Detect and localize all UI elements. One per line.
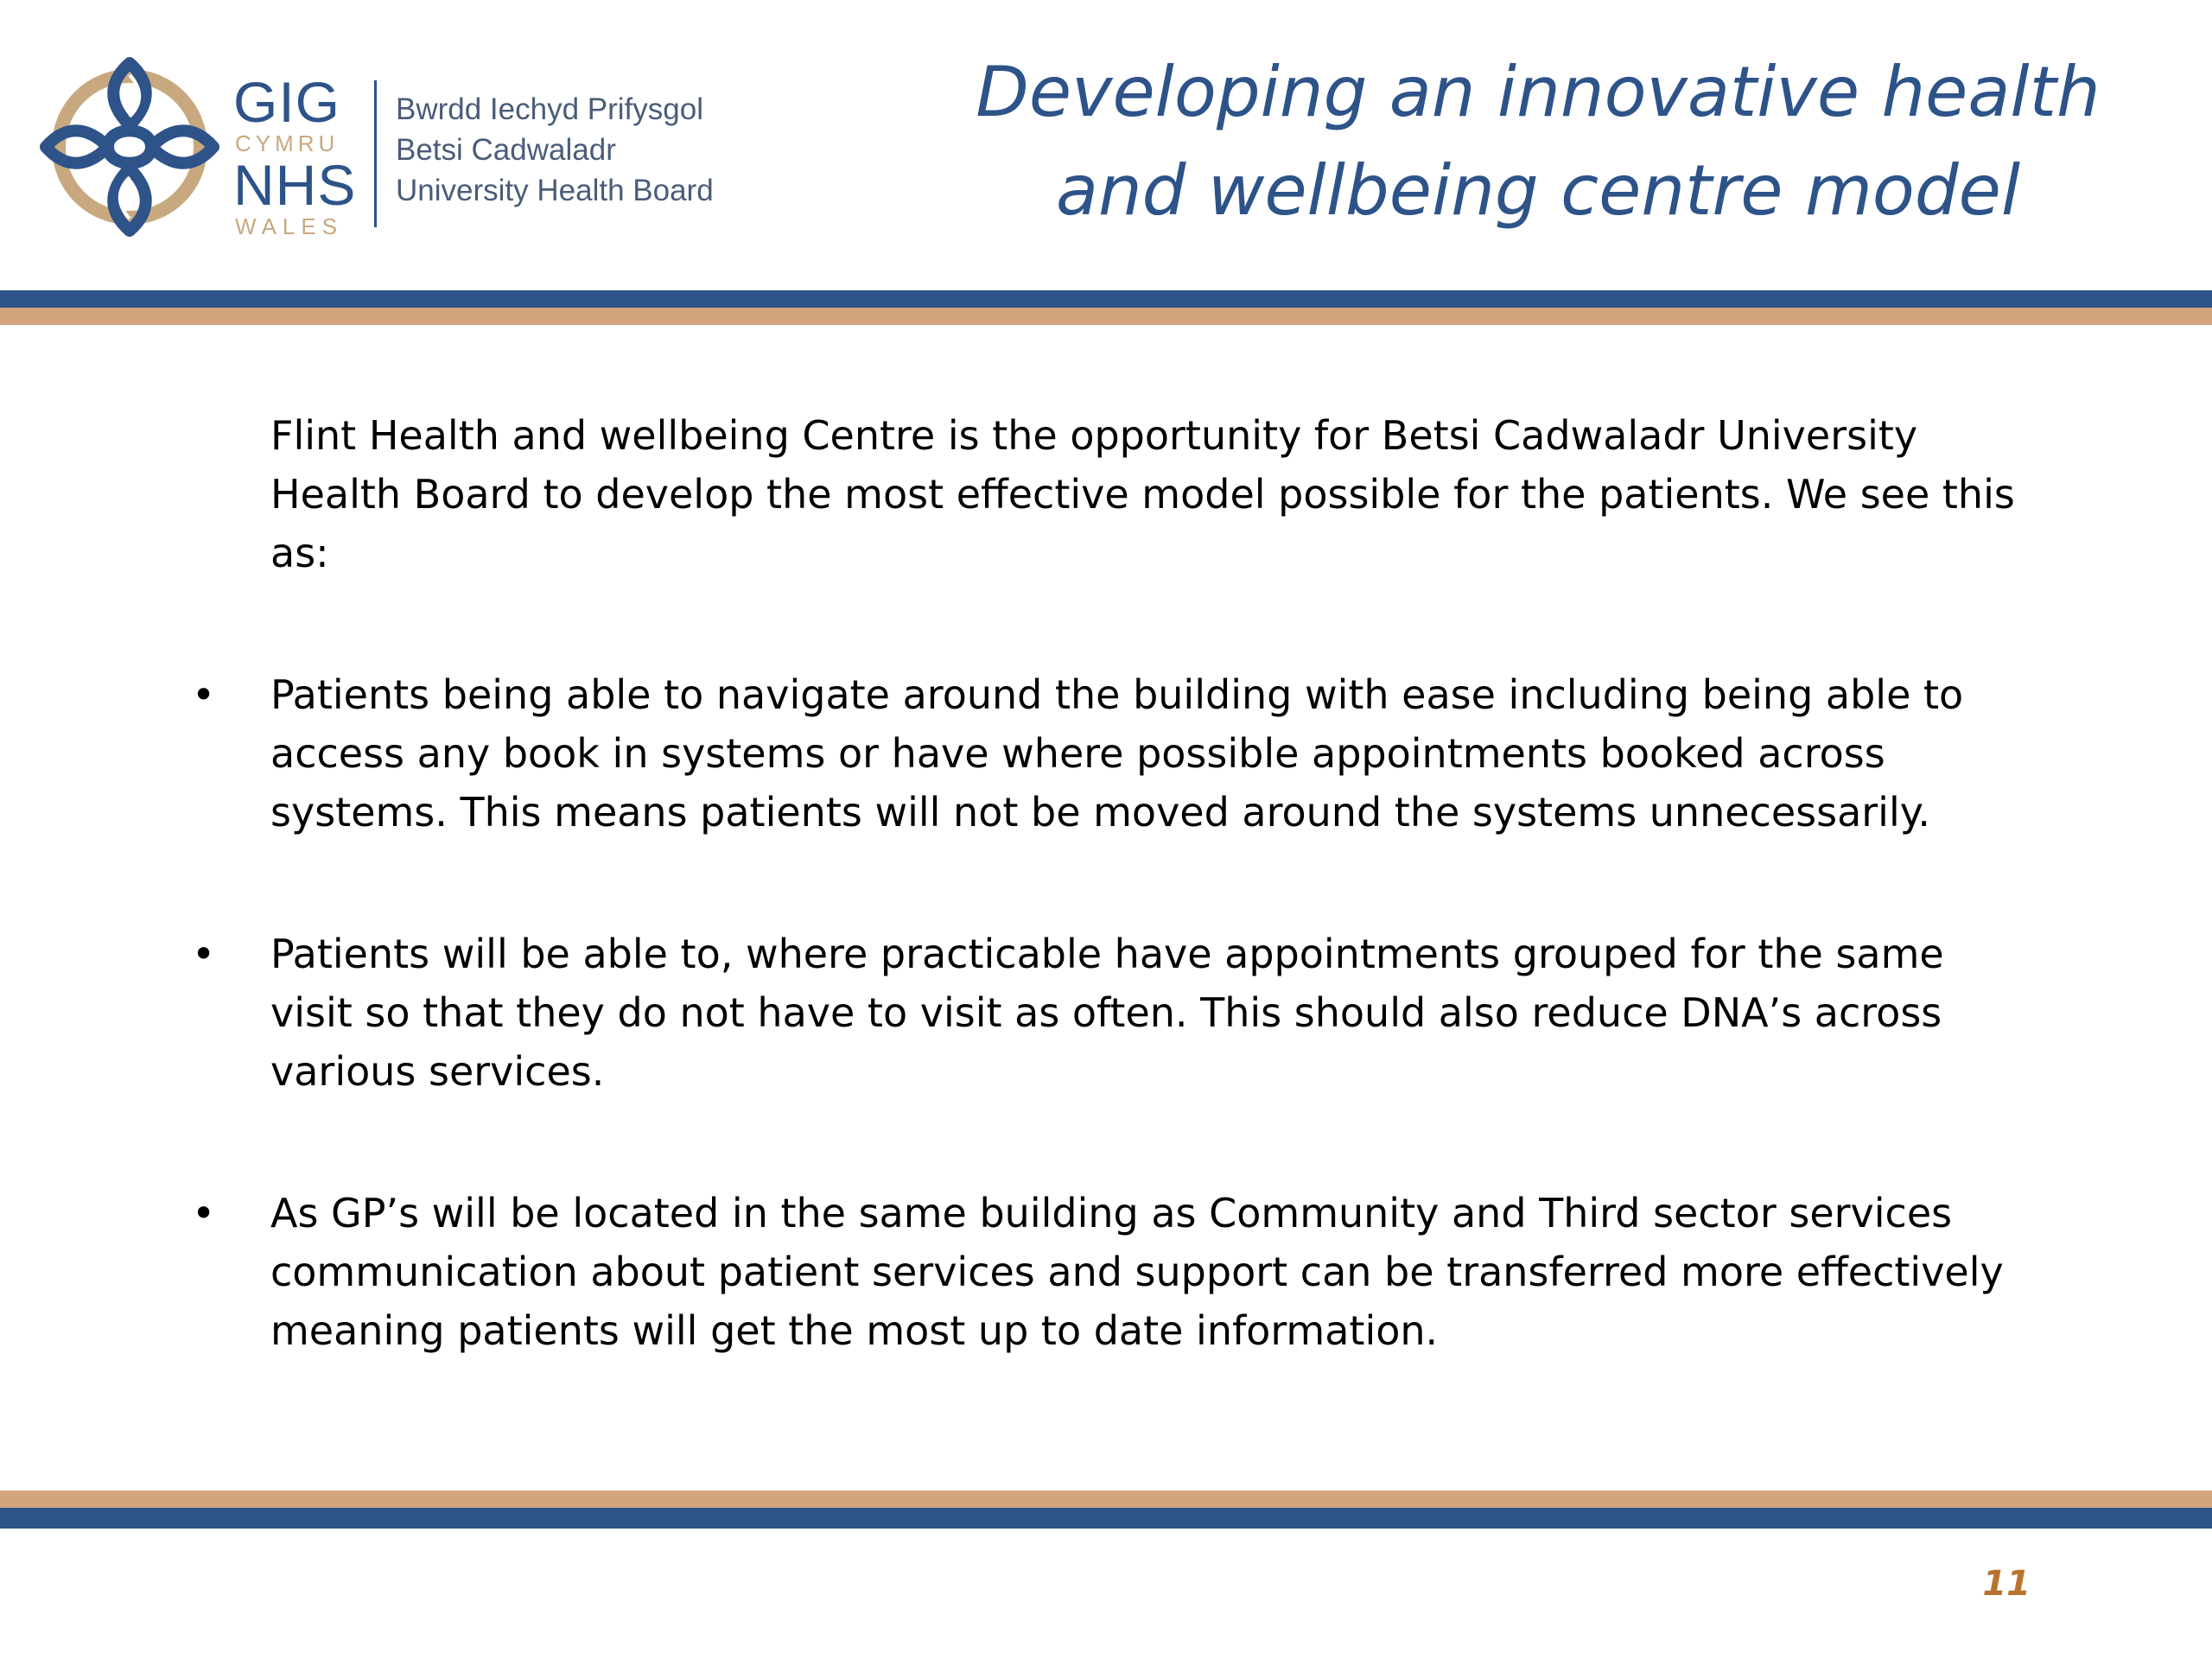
bullet-item	[270, 665, 2068, 842]
board-line: Bwrdd Iechyd Prifysgol	[396, 92, 703, 126]
logo-divider	[374, 80, 377, 227]
header-stripe-tan	[0, 308, 2212, 325]
bullet-marker: •	[192, 671, 216, 718]
wordmark-gig: GIG	[233, 70, 341, 134]
wordmark-wales: WALES	[235, 213, 344, 239]
board-line: Betsi Cadwaladr	[396, 133, 616, 167]
bullet-line: communication about patient services and support can be transferred more effectively	[270, 1249, 2004, 1295]
bullet-line: meaning patients will get the most up to date information.	[270, 1307, 1439, 1354]
title-line: and wellbeing centre model	[1055, 150, 2021, 231]
footer-stripe-tan	[0, 1491, 2212, 1508]
title-line: Developing an innovative health	[976, 52, 2101, 132]
page-number: 11	[1982, 1564, 2031, 1604]
bullet-line: systems. This means patients will not be moved around the systems unnecessarily.	[270, 789, 1931, 836]
bullet-line: As GP’s will be located in the same building as Community and Third sector services	[270, 1190, 1953, 1236]
bullet-line: various services.	[270, 1048, 605, 1095]
intro-line: as:	[270, 530, 329, 576]
bullet-line: Patients will be able to, where practicable have appointments grouped for the same	[270, 931, 1944, 977]
page-title	[925, 43, 2152, 240]
bullet-line: Patients being able to navigate around the building with ease including being able to	[270, 671, 1964, 718]
bullet-marker: •	[192, 931, 216, 977]
bullet-marker: •	[192, 1190, 216, 1236]
wordmark-nhs: NHS	[233, 153, 357, 217]
gig-cymru-nhs-wales-wordmark	[233, 70, 406, 246]
bullet-item	[270, 1184, 2068, 1360]
bullet-line: visit so that they do not have to visit as often. This should also reduce DNA’s across	[270, 989, 1942, 1036]
footer-stripe-blue	[0, 1508, 2212, 1529]
health-board-name	[396, 89, 714, 211]
intro-line: Health Board to develop the most effective model possible for the patients. We see this	[270, 471, 2015, 518]
celtic-knot-icon	[39, 56, 220, 238]
intro-paragraph	[270, 406, 2068, 582]
nhs-wales-logo	[39, 56, 747, 246]
wordmark-cymru: CYMRU	[235, 130, 340, 156]
header-stripe-blue	[0, 290, 2212, 308]
bullet-line: access any book in systems or have where possible appointments booked across	[270, 730, 1885, 777]
bullet-item	[270, 925, 2068, 1101]
intro-line: Flint Health and wellbeing Centre is the opportunity for Betsi Cadwaladr University	[270, 412, 1918, 459]
board-line: University Health Board	[396, 174, 714, 207]
